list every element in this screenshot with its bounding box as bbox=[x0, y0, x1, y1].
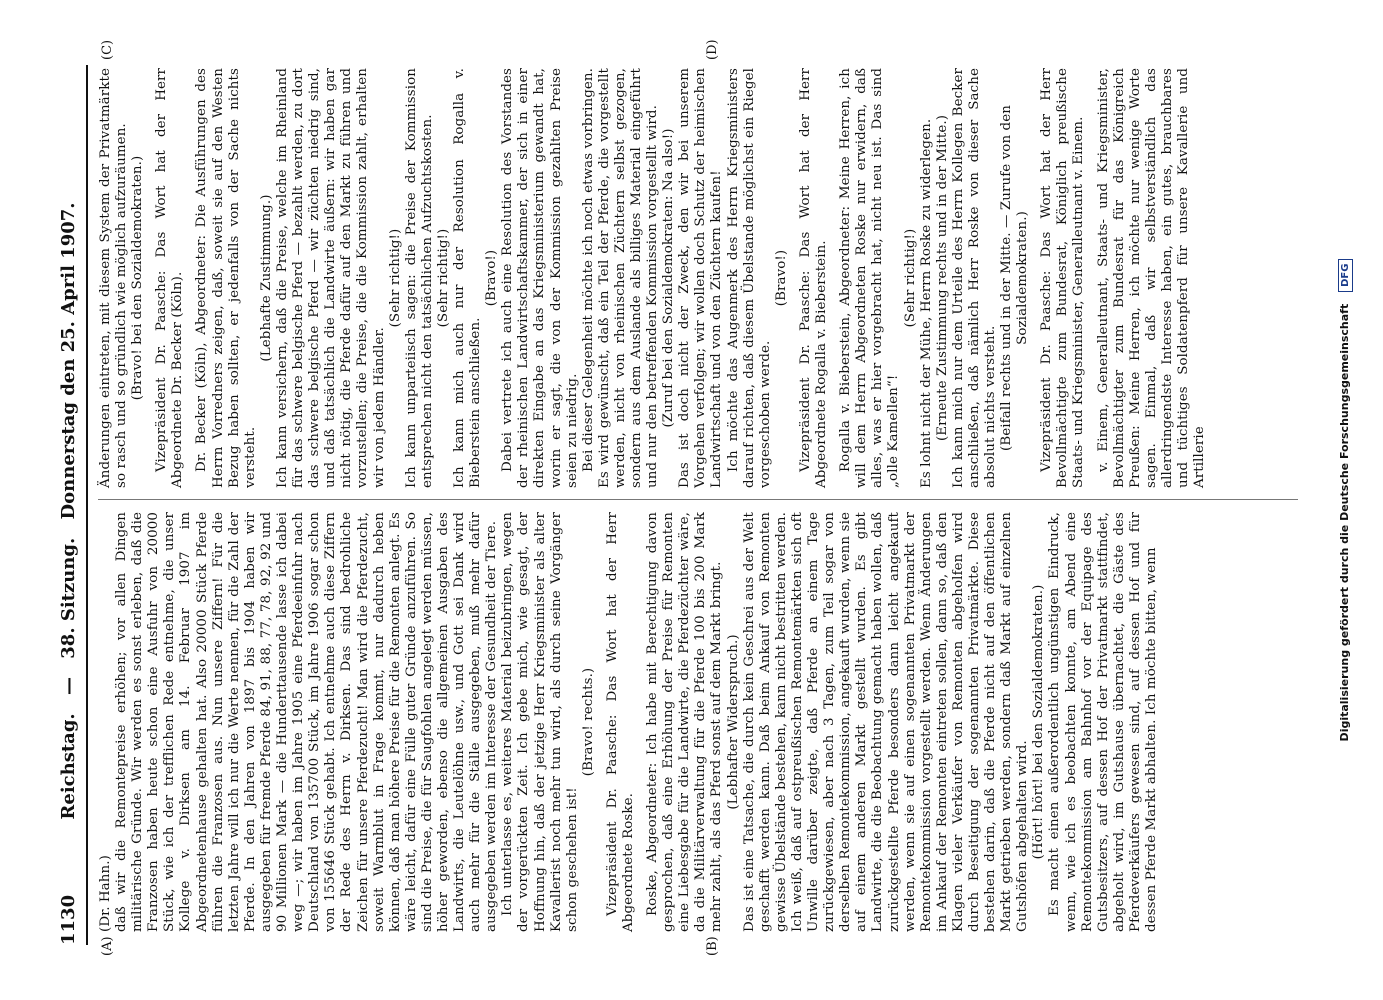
left-reaction-2: (Lebhafter Widerspruch.) bbox=[725, 634, 741, 810]
margin-mark-d: (D) bbox=[705, 39, 720, 60]
right-paragraph-10: Ich möchte das Augenmerk des Herrn Kriegsministers darauf richten, daß diesem Übelstande möglichst ein Riegel vorgeschoben werde. bbox=[725, 68, 773, 488]
margin-mark-a: (A) bbox=[100, 936, 115, 956]
right-paragraph-2: Vizepräsident Dr. Paasche: Das Wort hat der Herr Abgeordnete Dr. Becker (Köln). bbox=[154, 68, 186, 488]
right-reaction-8: (Sehr richtig!) bbox=[902, 228, 918, 328]
left-paragraph-6: Es macht einen außerordentlich ungünstigen Eindruck, wenn, wie ich es beobachten konnte, am Abend eine Remontekommission am Bahnhof vor der Equipage des Gutsbesitzers, auf dessen Hof der Privatmarkt stattfindet, abgeholt wird, im Gutshause übernachtet, die Gäste des Pferdeverkäufers gewesen sind, auf dessen Hof und für dessen Pferde Markt abhalten. Ich möchte bitten, wenn bbox=[1047, 512, 1159, 932]
page-header bbox=[52, 65, 88, 945]
right-reaction-7: (Bravo!) bbox=[773, 249, 789, 307]
right-paragraph-7: Dabei vertrete ich auch eine Resolution des Vorstandes der rheinischen Landwirtschaftskammer, der sich in einer direkten Eingabe an das Kriegsministerium gewandt hat, worin er sagt, die von der Kommission gezahlten Preise seien zu niedrig. bbox=[500, 68, 580, 488]
digitization-credit bbox=[1338, 0, 1353, 1000]
left-reaction-3: (Hört! hört! bei den Sozialdemokraten.) bbox=[1031, 584, 1047, 860]
right-reaction-9: (Erneute Zustimmung rechts und in der Mitte.) bbox=[934, 114, 950, 442]
page-number: 1130 bbox=[58, 894, 79, 945]
right-paragraph-9: Das ist doch nicht der Zweck, den wir bei unserem Vorgehen verfolgen; wir wollen doch Schutz der heimischen Landwirtschaft und von den Züchtern kaufen! bbox=[677, 68, 725, 488]
right-reaction-2: (Lebhafte Zustimmung.) bbox=[258, 194, 274, 362]
header-date: Donnerstag den 25. April 1907. bbox=[58, 202, 79, 520]
margin-mark-c: (C) bbox=[100, 39, 115, 60]
header-running-title bbox=[58, 65, 79, 945]
speaker-continued: (Dr. Hahn.) bbox=[98, 855, 113, 932]
left-paragraph-2: Ich unterlasse es, weiteres Material beizubringen, wegen der vorgerückten Zeit. Ich gebe mich, wie gesagt, der Hoffnung hin, daß der jetzige Herr Kriegsminister als alter Kavallerist noch mehr tun wird, als durch seine Vorgänger schon geschehen ist! bbox=[500, 512, 580, 932]
left-paragraph-1: daß wir die Remontepreise erhöhen; vor allen Dingen militärische Gründe. Wir werden es sonst erleben, daß die Franzosen haben heute schon eine Ausfuhr von 20000 Stück, wie ich der trefflichen Rede entnehme, die unser Kollege v. Dirksen am 14. Februar 1907 im Abgeordnetenhause gehalten hat. Also 20000 Stück Pferde führen die Franzosen aus. Nun unsere Ziffern! Für die letzten Jahre will ich nur die Werte nennen, für die Zahl der Pferde. In den Jahren von 1897 bis 1904 haben wir ausgegeben für fremde Pferde 84, 91, 88, 77, 78, 92, 92 und 90 Millionen Mark — die Hunderttausende lasse ich dabei weg —; wir haben im Jahre 1905 eine Pferdeeinfuhr nach Deutschland von 135700 Stück, im Jahre 1906 sogar schon von 155646 Stück gehabt. Ich entnehme auch diese Ziffern der Rede des Herrn v. Dirksen. Das sind bedrohliche Zeichen für unsere Pferdezucht! Man wird die Pferdezucht, soweit Warmblut in Frage kommt, nur dadurch heben können, daß man höhere Preise für die Remonten anlegt. Es wäre leicht, dafür eine Fülle guter Gründe anzuführen. So sind die Preise, die für Saugfohlen angelegt werden müssen, höher geworden, ebenso die allgemeinen Ausgaben des Landwirts, die Leutelöhne usw., und Gott sei Dank wird auch mehr für die Ställe ausgegeben, muß mehr dafür ausgegeben werden im Interesse der Gesundheit der Tiere. bbox=[114, 512, 500, 932]
header-title: Reichstag. bbox=[58, 713, 79, 820]
right-paragraph-4: Ich kann versichern, daß die Preise, welche im Rheinland für das schwere belgische Pferd — bezahlt werden, zu dort das schwere belgische Pferd — wir züchten niedrig sind, und daß tatsächlich die Landwirte äußern: wir haben gar nicht nötig, die Pferde dafür auf den Markt zu führen und vorzustellen; die Preise, die die Kommission zahlt, erhalten wir von jedem Händler. bbox=[274, 68, 387, 488]
left-paragraph-4: Roske, Abgeordneter: Ich habe mit Berechtigung davon gesprochen, daß eine Erhöhung der Preise für Remonten eine Liebesgabe für die Landwirte, die Pferdezüchter wäre, da die Militärverwaltung für die Pferde 100 bis 200 Mark mehr zahlt, als das Pferd sonst auf dem Markt bringt. bbox=[645, 512, 725, 932]
left-column bbox=[98, 512, 1298, 932]
right-paragraph-1: Änderungen eintreten, mit diesem System der Privatmärkte so rasch und so gründlich wie möglich aufzuräumen. bbox=[98, 68, 130, 488]
right-paragraph-16: v. Einem, Generalleutnant, Staats- und Kriegsminister, Bevollmächtigter zum Bundesrat für das Königreich Preußen: Meine Herren, ich möchte nur wenige Worte sagen. Einmal, daß wir selbstverständlich das allerdringendste Interesse haben, ein gutes, brauchbares und tüchtiges Soldatenpferd für unsere Kavallerie und Artillerie bbox=[1095, 68, 1208, 488]
header-session: 38. Sitzung. bbox=[58, 537, 79, 659]
credit-text: Digitalisierung gefördert durch die Deutsche Forschungsgemeinschaft bbox=[1338, 303, 1351, 742]
right-reaction-3: (Sehr richtig!) bbox=[387, 228, 403, 328]
right-reaction-10: (Beifall rechts und in der Mitte. — Zurufe von den Sozialdemokraten.) bbox=[999, 105, 1031, 451]
left-reaction-1: (Bravo! rechts.) bbox=[580, 667, 596, 777]
right-paragraph-15: Vizepräsident Dr. Paasche: Das Wort hat der Herr Bevollmächtigte zum Bundesrat, Königlich preußische Staats- und Kriegsminister, Generalleutnant v. Einem. bbox=[1039, 68, 1087, 488]
left-paragraph-5: Das ist eine Tatsache, die durch kein Geschrei aus der Welt geschafft werden kann. Daß beim Ankauf von Remonten gewisse Übelstände bestehen, kann nicht bestritten werden. Ich weiß, daß auf ostpreußischen Remontemärkten sich oft Unwille darüber zeigte, daß Pferde an einem Tage zurückgewiesen, aber nach 3 Tagen, zum Teil sogar von derselben Remontekommission, angekauft wurden, wenn sie auf einem anderen Markt gestellt wurden. Es gibt Landwirte, die die Beobachtung gemacht haben wollen, daß zurückgestellte Pferde besonders dann leicht angekauft werden, wenn sie auf einen sogenannten Privatmarkt der Remontekommission vorgestellt werden. Wenn Änderungen im Ankauf der Remonten eintreten sollen, dann so, daß den Klagen vieler Verkäufer von Remonten abgeholfen wird durch Beseitigung der sogenannten Privatmärkte. Diese bestehen darin, daß die Pferde nicht auf den öffentlichen Markt getrieben werden, sondern daß Markt auf einzelnen Gutshöfen abgehalten wird. bbox=[741, 512, 1031, 932]
right-paragraph-6: Ich kann mich auch nur der Resolution Rogalla v. Bieberstein anschließen. bbox=[451, 68, 484, 488]
right-paragraph-13: Es lohnt nicht der Mühe, Herrn Roske zu widerlegen. bbox=[918, 118, 934, 488]
dfg-logo: DFG bbox=[1338, 259, 1353, 292]
right-paragraph-11: Vizepräsident Dr. Paasche: Das Wort hat der Herr Abgeordnete Rogalla v. Bieberstein. bbox=[797, 68, 830, 488]
right-paragraph-5: Ich kann unparteiisch sagen: die Preise der Kommission entsprechen nicht den tatsächlichen Aufzuchtskosten. bbox=[403, 68, 435, 488]
right-paragraph-14: Ich kann mich nur dem Urteile des Herrn Kollegen Becker anschließen, daß nämlich Herr Roske von dieser Sache absolut nichts versteht. bbox=[950, 68, 998, 488]
right-paragraph-8: Bei dieser Gelegenheit möchte ich noch etwas vorbringen. Es wird gewünscht, daß ein Teil der Pferde, die vorgestellt werden, nicht von rheinischen Züchtern selbst gezogen, sondern aus dem Auslande als billiges Material eingeführt und nur den betreffenden Kommission vorgestellt wird. bbox=[580, 68, 661, 488]
right-paragraph-3: Dr. Becker (Köln), Abgeordneter: Die Ausführungen des Herrn Vorredners zeigen, daß, soweit sie auf den Westen Bezug haben sollten, er jedenfalls von der Sache nichts versteht. bbox=[194, 68, 258, 488]
right-reaction-1: (Bravo! bei den Sozialdemokraten.) bbox=[130, 155, 146, 401]
column-divider bbox=[98, 499, 1298, 500]
margin-mark-b: (B) bbox=[705, 936, 720, 956]
right-column bbox=[98, 68, 1298, 488]
right-paragraph-12: Rogalla v. Bieberstein, Abgeordneter: Meine Herren, ich will dem Herrn Abgeordneten Roske nur erwidern, daß alles, was er hier vorgebracht hat, nicht neu ist. Das sind „olle Kamellen“! bbox=[838, 68, 902, 488]
right-reaction-5: (Bravo!) bbox=[484, 249, 500, 307]
right-reaction-4: (Sehr richtig!) bbox=[435, 228, 451, 328]
left-paragraph-3: Vizepräsident Dr. Paasche: Das Wort hat der Herr Abgeordnete Roske. bbox=[604, 512, 636, 932]
header-dash: — bbox=[58, 677, 79, 696]
right-reaction-6: (Zuruf bei den Sozialdemokraten: Na also!) bbox=[661, 128, 677, 428]
